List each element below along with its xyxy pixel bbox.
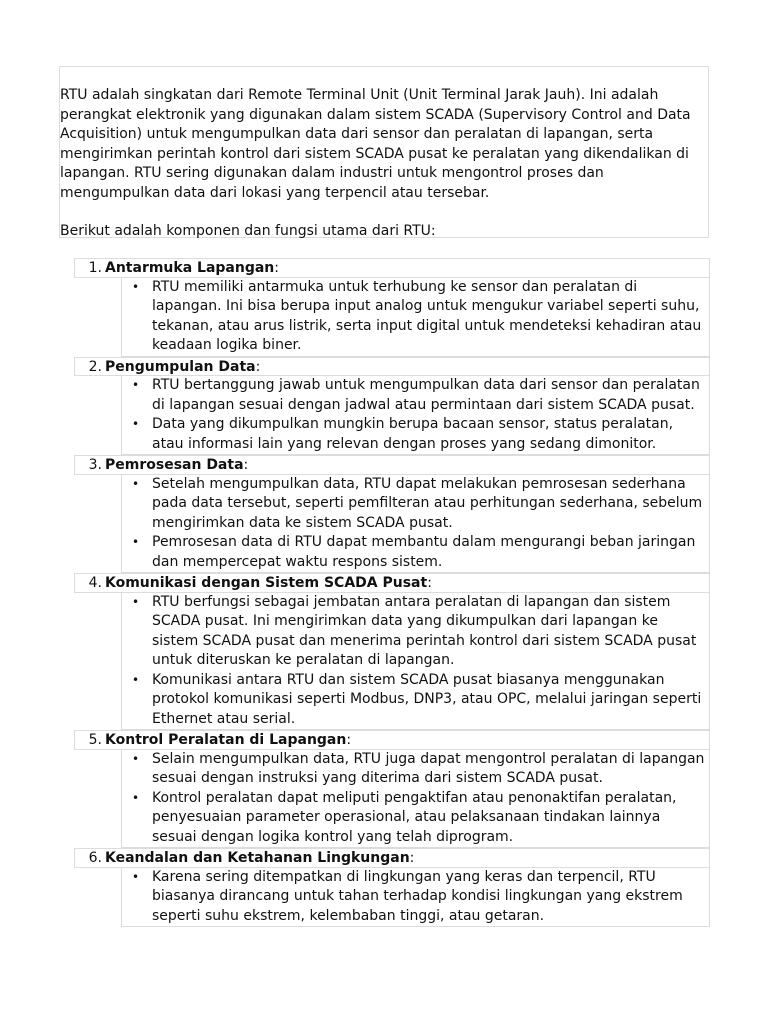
bullet-list (121, 868, 710, 928)
intro-paragraph: RTU adalah singkatan dari Remote Terminal Unit (Unit Terminal Jarak Jauh). Ini adalah perangkat elektronik yang digunakan dalam sistem SCADA (Supervisory Control and Data Acquisition) untuk mengumpulkan data dari sensor dan peralatan di lapangan, serta mengirimkan perintah kontrol dari sistem SCADA pusat ke peralatan yang dikendalikan di lapangan. RTU sering digunakan dalam industri untuk mengontrol proses dan mengumpulkan data dari lokasi yang terpencil atau tersebar. (60, 87, 691, 201)
bullet-item: • Selain mengumpulkan data, RTU juga dapat mengontrol peralatan di lapangan sesuai dengan instruksi yang diterima dari sistem SCADA pusat. (122, 750, 705, 789)
item-title: Komunikasi dengan Sistem SCADA Pusat (105, 575, 428, 591)
intro-lead-in: Berikut adalah komponen dan fungsi utama dari RTU: (60, 223, 436, 239)
bullet-item: • Karena sering ditempatkan di lingkungan yang keras dan terpencil, RTU biasanya dirancang untuk tahan terhadap kondisi lingkungan yang ekstrem seperti suhu ekstrem, kelembaban tinggi, atau getaran. (122, 868, 705, 927)
bullet-list (121, 593, 710, 731)
list-item (74, 357, 710, 456)
component-list (74, 258, 710, 927)
item-title: Pengumpulan Data (105, 358, 256, 375)
bullet-item: • RTU bertanggung jawab untuk mengumpulkan data dari sensor dan peralatan di lapangan sesuai dengan jadwal atau permintaan dari sistem SCADA pusat. (122, 376, 705, 415)
item-number: 3. (88, 457, 102, 473)
bullet-list (121, 376, 710, 455)
list-item (74, 573, 710, 730)
item-number: 5. (88, 732, 102, 748)
item-title: Kontrol Peralatan di Lapangan (105, 732, 347, 748)
bullet-list (121, 278, 710, 357)
bullet-item: • Setelah mengumpulkan data, RTU dapat melakukan pemrosesan sederhana pada data tersebut, seperti pemfilteran atau perhitungan sederhana, sebelum mengirimkan data ke sistem SCADA pusat. (122, 475, 705, 534)
list-item (74, 730, 710, 848)
item-title: Antarmuka Lapangan (105, 260, 275, 276)
list-item-header: 3. Pemrosesan Data: (74, 455, 710, 475)
list-item-header: 2. Pengumpulan Data: (74, 357, 710, 377)
item-number: 1. (88, 260, 102, 276)
list-item (74, 455, 710, 573)
bullet-item: • RTU berfungsi sebagai jembatan antara peralatan di lapangan dan sistem SCADA pusat. Ini mengirimkan data yang dikumpulkan dari lapangan ke sistem SCADA pusat dan menerima perintah kontrol dari sistem SCADA pusat untuk diteruskan ke peralatan di lapangan. (122, 593, 705, 671)
bullet-item: • RTU memiliki antarmuka untuk terhubung ke sensor dan peralatan di lapangan. Ini bisa berupa input analog untuk mengukur variabel seperti suhu, tekanan, atau arus listrik, serta input digital untuk mendeteksi kehadiran atau keadaan logika biner. (122, 278, 705, 356)
item-number: 4. (88, 575, 102, 591)
bullet-list (121, 475, 710, 574)
list-item (74, 848, 710, 927)
item-number: 2. (88, 358, 102, 375)
intro-block (59, 66, 709, 238)
list-item-header: 6. Keandalan dan Ketahanan Lingkungan: (74, 848, 710, 868)
list-item (74, 258, 710, 357)
bullet-item: • Komunikasi antara RTU dan sistem SCADA pusat biasanya menggunakan protokol komunikasi seperti Modbus, DNP3, atau OPC, melalui jaringan seperti Ethernet atau serial. (122, 671, 705, 730)
item-number: 6. (88, 850, 102, 866)
bullet-list (121, 750, 710, 849)
list-item-header: 5. Kontrol Peralatan di Lapangan: (74, 730, 710, 750)
list-item-header: 1. Antarmuka Lapangan: (74, 258, 710, 278)
item-title: Pemrosesan Data (105, 457, 244, 473)
bullet-item: • Kontrol peralatan dapat meliputi pengaktifan atau penonaktifan peralatan, penyesuaian parameter operasional, atau pelaksanaan tindakan lainnya sesuai dengan logika kontrol yang telah diprogram. (122, 789, 705, 848)
item-title: Keandalan dan Ketahanan Lingkungan (105, 850, 410, 866)
bullet-item: • Pemrosesan data di RTU dapat membantu dalam mengurangi beban jaringan dan mempercepat waktu respons sistem. (122, 533, 705, 572)
bullet-item: • Data yang dikumpulkan mungkin berupa bacaan sensor, status peralatan, atau informasi lain yang relevan dengan proses yang sedang dimonitor. (122, 415, 705, 454)
list-item-header: 4. Komunikasi dengan Sistem SCADA Pusat: (74, 573, 710, 593)
